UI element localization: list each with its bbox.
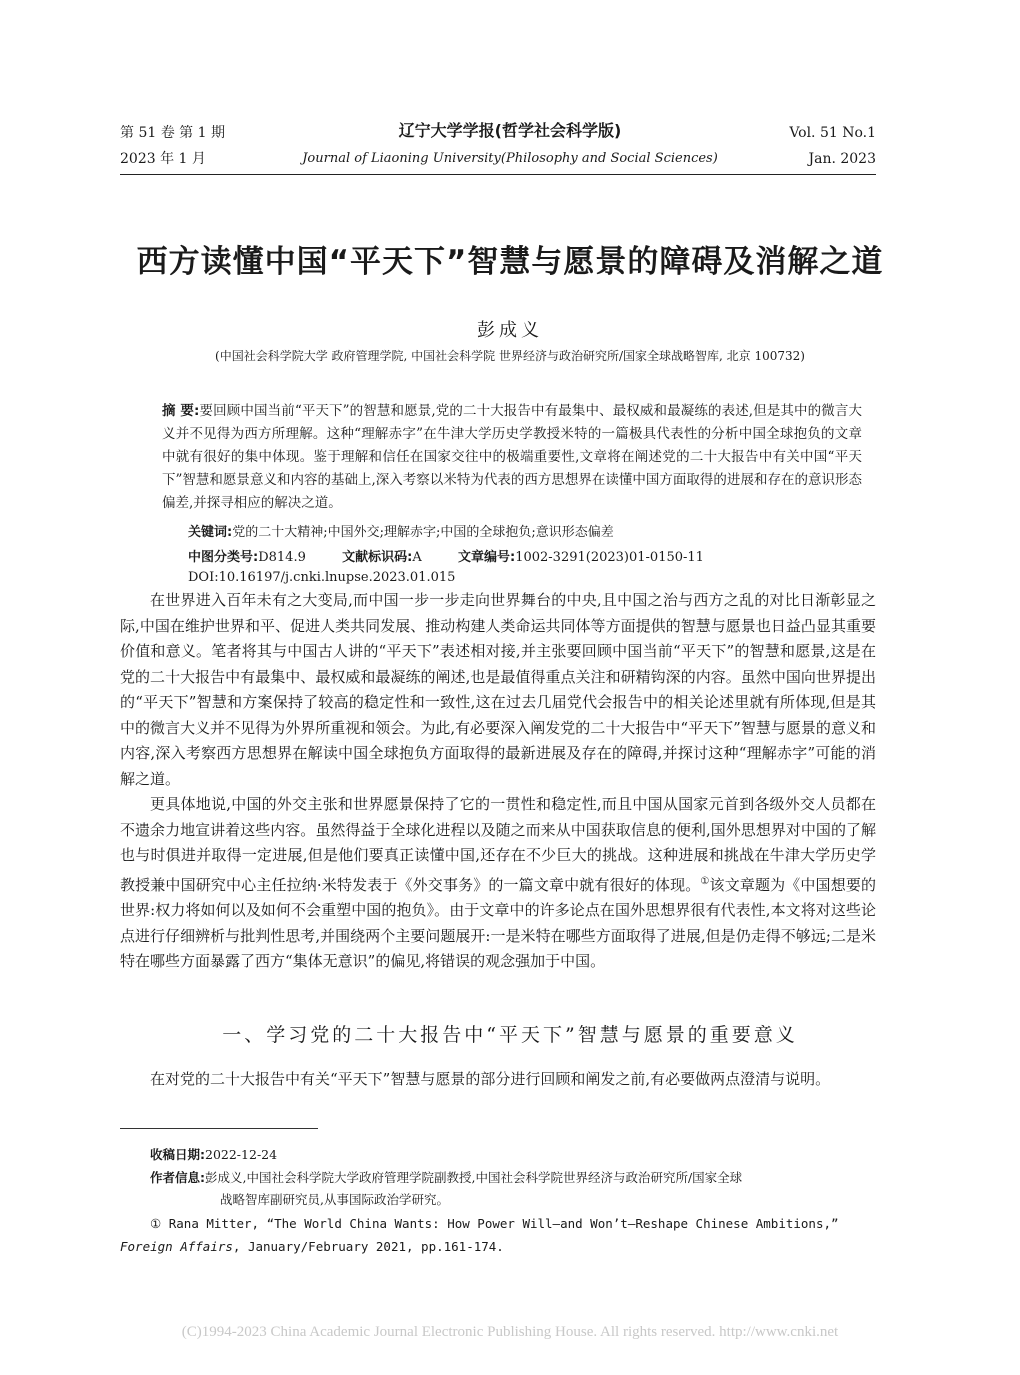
paragraph-3: 在对党的二十大报告中有关“平天下”智慧与愿景的部分进行回顾和阐发之前,有必要做两点澄清与说明。 bbox=[150, 1070, 831, 1088]
footnote-rule bbox=[120, 1128, 318, 1129]
article-number: 1002-3291(2023)01-0150-11 bbox=[515, 550, 704, 565]
received-date: 2022-12-24 bbox=[205, 1147, 278, 1162]
volume-issue-en: Vol. 51 No.1 bbox=[789, 125, 876, 141]
clc-label: 中图分类号: bbox=[188, 550, 259, 565]
date-en: Jan. 2023 bbox=[808, 151, 876, 167]
keywords-line bbox=[188, 521, 614, 540]
body-text-section-1 bbox=[120, 1067, 876, 1093]
paragraph-2 bbox=[120, 792, 876, 975]
header-rule bbox=[120, 174, 876, 175]
paragraph-1: 在世界进入百年未有之大变局,而中国一步一步走向世界舞台的中央,且中国之治与西方之乱的对比日渐彰显之际,中国在维护世界和平、促进人类共同发展、推动构建人类命运共同体等方面提供的智慧与愿景也日益凸显其重要价值和意义。笔者将其与中国古人讲的“平天下”表述相对接,并主张要回顾中国当前“平天下”的智慧和愿景,这是在党的二十大报告中有最集中、最权威和最凝练的阐述,也是最值得重点关注和研精钩深的内容。虽然中国向世界提出的“平天下”智慧和方案保持了较高的稳定性和一致性,这在过去几届党代会报告中的相关论述里就有所体现,但是其中的微言大义并不见得为外界所重视和领会。为此,有必要深入阐发党的二十大报告中“平天下”智慧与愿景的意义和内容,深入考察西方思想界在解读中国全球抱负方面取得的最新进展及存在的障碍,并探讨这种“理解赤字”可能的消解之道。 bbox=[120, 591, 876, 788]
author-info-label: 作者信息: bbox=[150, 1170, 205, 1185]
copyright-watermark: (C)1994-2023 China Academic Journal Electronic Publishing House. All rights reserved. http://www.cnki.net bbox=[181, 1324, 839, 1340]
journal-name-en: Journal of Liaoning University(Philosophy and Social Sciences) bbox=[302, 151, 718, 166]
body-text bbox=[120, 588, 876, 975]
reference-journal-1: Foreign bbox=[120, 1239, 173, 1254]
author-affiliation: (中国社会科学院大学 政府管理学院, 中国社会科学院 世界经济与政治研究所/国家全球战略智库, 北京 100732) bbox=[215, 349, 805, 363]
journal-name-cn: 辽宁大学学报(哲学社会科学版) bbox=[398, 121, 622, 140]
reference-text: Rana Mitter, “The World China Wants: How Power Will—and Won’t—Reshape Chinese Ambitions,” bbox=[168, 1216, 839, 1231]
volume-issue-cn: 第 51 卷 第 1 期 bbox=[120, 125, 225, 141]
author-name: 彭成义 bbox=[477, 320, 543, 341]
clc-number: D814.9 bbox=[258, 550, 306, 565]
reference-journal-2: Affairs bbox=[180, 1239, 233, 1254]
reference-tail: , January/February 2021, pp.161-174. bbox=[232, 1239, 504, 1254]
doi: DOI:10.16197/j.cnki.lnupse.2023.01.015 bbox=[188, 570, 456, 585]
article-title: 西方读懂中国“平天下”智慧与愿景的障碍及消解之道 bbox=[136, 244, 884, 280]
keywords: 党的二十大精神;中国外交;理解赤字;中国的全球抱负;意识形态偏差 bbox=[232, 525, 614, 540]
keywords-label: 关键词: bbox=[188, 525, 233, 540]
abstract-label: 摘 要: bbox=[162, 403, 200, 419]
classification-line bbox=[188, 546, 704, 565]
abstract bbox=[162, 400, 862, 515]
author-info-line bbox=[150, 1167, 742, 1188]
reference-footnote bbox=[120, 1212, 880, 1258]
paragraph-2-text-a: 更具体地说,中国的外交主张和世界愿景保持了它的一贯性和稳定性,而且中国从国家元首到各级外交人员都在不遗余力地宣讲着这些内容。虽然得益于全球化进程以及随之而来从中国获取信息的便利,国外思想界对中国的了解也与时俱进并取得一定进展,但是他们要真正读懂中国,还存在不少巨大的挑战。这种进展和挑战在牛津大学历史学教授兼中国研究中心主任拉纳·米特发表于《外交事务》的一篇文章中就有很好的体现。 bbox=[120, 795, 876, 894]
doc-code: A bbox=[412, 550, 422, 565]
received-date-line bbox=[150, 1144, 277, 1165]
author-info-1: 彭成义,中国社会科学院大学政府管理学院副教授,中国社会科学院世界经济与政治研究所/国家全球 bbox=[205, 1170, 743, 1185]
reference-marker: ① bbox=[150, 1216, 162, 1231]
doc-code-label: 文献标识码: bbox=[342, 550, 413, 565]
paragraph-2-text-b: 该文章题为《中国想要的世界:权力将如何以及如何不会重塑中国的抱负》。由于文章中的许多论点在国外思想界很有代表性,本文将对这些论点进行仔细辨析与批判性思考,并围绕两个主要问题展开:一是米特在哪些方面取得了进展,但是仍走得不够远;二是米特在哪些方面暴露了西方“集体无意识”的偏见,将错误的观念强加于中国。 bbox=[120, 875, 876, 970]
author-info-2: 战略智库副研究员,从事国际政治学研究。 bbox=[220, 1192, 449, 1207]
footnote-marker[interactable]: ① bbox=[700, 875, 710, 887]
article-number-label: 文章编号: bbox=[458, 550, 516, 565]
date-cn: 2023 年 1 月 bbox=[120, 151, 206, 167]
received-label: 收稿日期: bbox=[150, 1147, 205, 1162]
section-heading-1: 一、学习党的二十大报告中“平天下”智慧与愿景的重要意义 bbox=[222, 1024, 798, 1046]
abstract-text: 要回顾中国当前“平天下”的智慧和愿景,党的二十大报告中有最集中、最权威和最凝练的表述,但是其中的微言大义并不见得为西方所理解。这种“理解赤字”在牛津大学历史学教授米特的一篇极具代表性的分析中国全球抱负的文章中就有很好的集中体现。鉴于理解和信任在国家交往中的极端重要性,文章将在阐述党的二十大报告中有关中国“平天下”智慧和愿景意义和内容的基础上,深入考察以米特为代表的西方思想界在读懂中国方面取得的进展和存在的意识形态偏差,并探寻相应的解决之道。 bbox=[162, 403, 862, 511]
